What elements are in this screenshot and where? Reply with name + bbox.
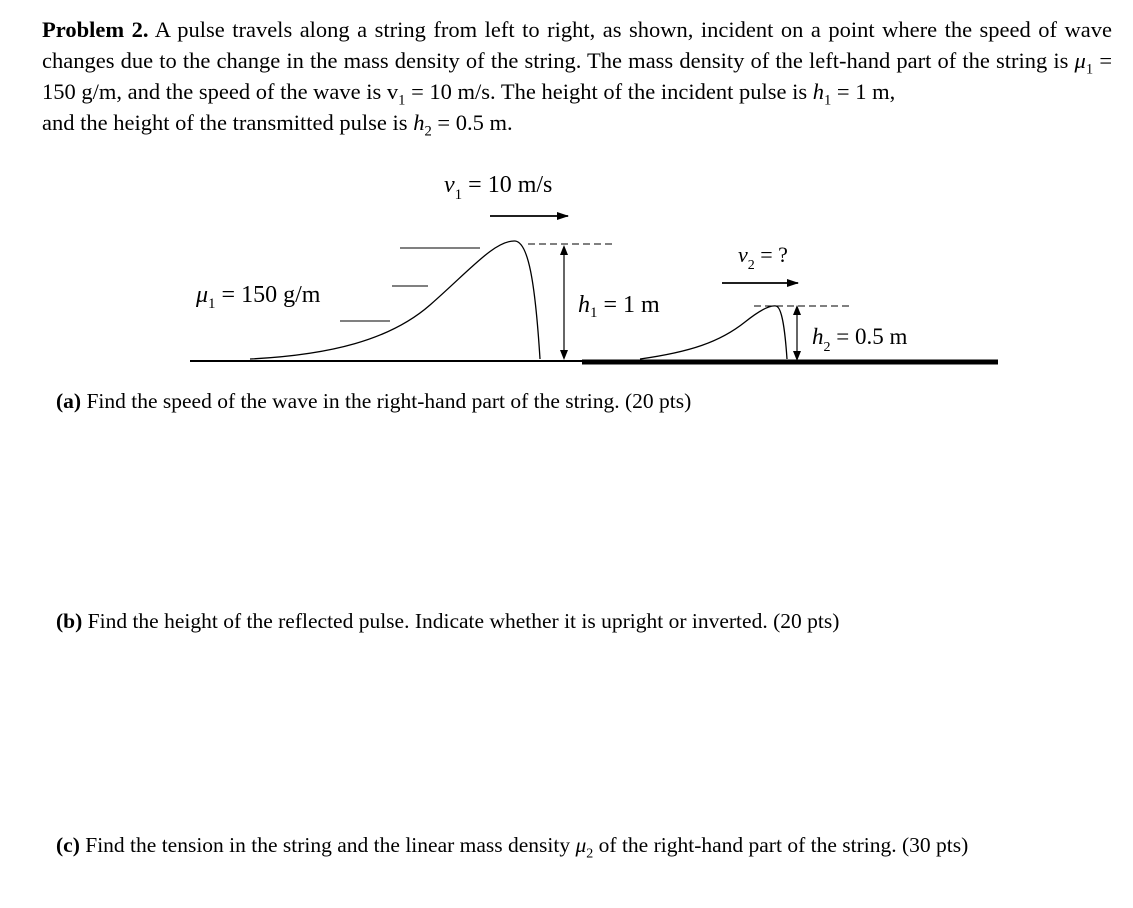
h2-label-subscript: 2 [823,340,831,355]
v1-value: = 10 m/s [462,172,553,198]
h2-subscript: 2 [424,123,432,140]
h2-symbol: h [413,110,425,135]
mu2-symbol: μ [575,833,587,857]
v2-symbol: v [738,242,748,267]
problem-text-5: and the height of the transmitted pulse is [42,110,408,135]
mu2-subscript: 2 [586,846,594,862]
question-c-text-2: of the right-hand part of the string. (30 pts) [593,833,969,857]
question-c-label: (c) [56,833,80,857]
v1-label [444,172,552,203]
mu1-value: = 150 g/m [215,282,321,308]
h1-subscript: 1 [823,92,832,109]
mu-subscript: 1 [1085,61,1094,78]
question-c-text-1: Find the tension in the string and the linear mass density [79,833,576,857]
mu1-label [195,282,321,312]
h2-label-symbol: h [812,324,824,349]
problem-text-3: = 10 m/s. The height of the incident pulse is [411,79,808,104]
question-b-text: Find the height of the reflected pulse. Indicate whether it is upright or inverted. (20 pts) [82,609,840,633]
problem-text-2: = 150 g/m, and the speed of the wave is v [42,48,1113,104]
mu-symbol: μ [1074,48,1086,73]
v2-label [738,242,788,273]
problem-text-4: = 1 m, [836,79,896,104]
problem-text-1: A pulse travels along a string from left to right, as shown, incident on a point where the speed of wave changes due to the change in the mass density of the string. The mass density of the left-hand part of the string is [42,17,1112,73]
question-c [56,831,969,862]
v1-subscript: 1 [454,187,463,203]
mu1-symbol: μ [196,282,209,308]
h1-label-symbol: h [578,292,590,318]
mu1-subscript: 1 [208,296,216,312]
v2-value: = ? [754,242,788,267]
question-a [56,387,691,415]
h2-label [812,324,907,355]
problem-text-6: = 0.5 m. [437,110,513,135]
question-b-label: (b) [56,609,83,633]
h1-label-subscript: 1 [590,305,598,321]
h1-value: = 1 m [597,292,660,318]
h1-symbol: h [812,79,824,104]
h1-label [578,292,660,321]
question-a-label: (a) [56,389,82,413]
h2-value: = 0.5 m [830,324,908,349]
v-subscript: 1 [398,92,406,109]
transmitted-pulse [640,306,787,359]
v1-symbol: v [444,172,455,198]
problem-label: Problem 2. [42,17,149,42]
v2-subscript: 2 [747,258,755,273]
question-a-text: Find the speed of the wave in the right-hand part of the string. (20 pts) [81,389,692,413]
question-b [56,607,839,635]
